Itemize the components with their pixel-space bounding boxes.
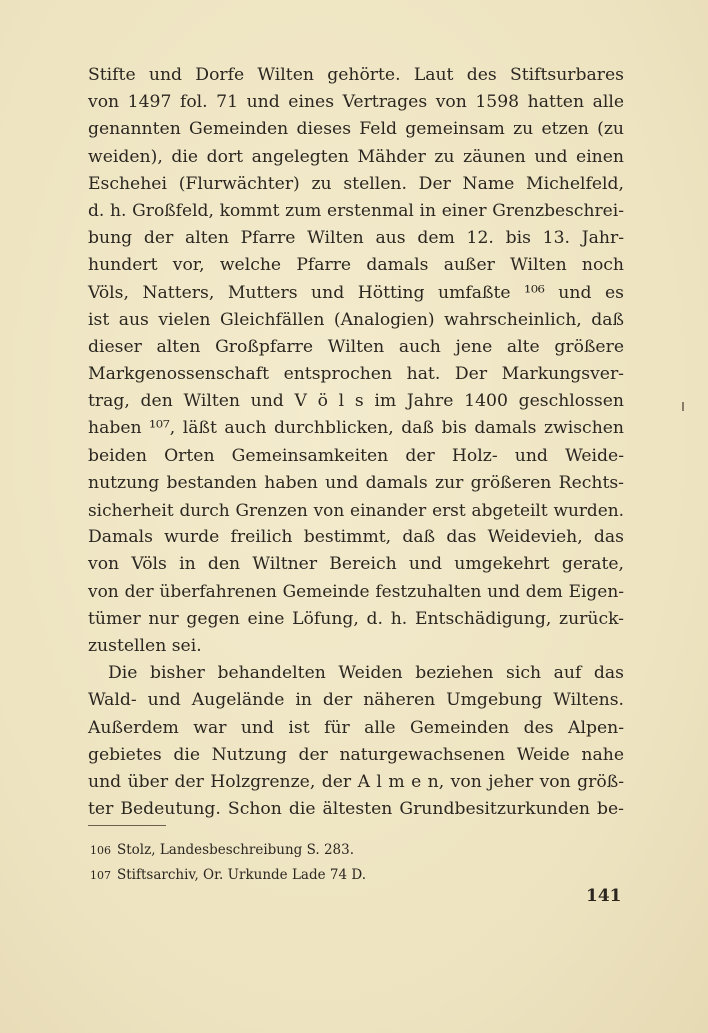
text-line: dieser alten Großpfarre Wilten auch jene alte größere (88, 336, 624, 357)
text-line: d. h. Großfeld, kommt zum erstenmal in einer Grenzbeschrei- (88, 200, 624, 221)
footnote (90, 863, 610, 888)
text-line: hundert vor, welche Pfarre damals außer Wilten noch (88, 255, 624, 276)
text-line: Stifte und Dorfe Wilten gehörte. Laut des Stiftsurbares (88, 65, 624, 85)
text-line: und über der Holzgrenze, der A l m e n, von jeher von größ- (88, 771, 624, 792)
text-line: nutzung bestanden haben und damals zur größeren Rechts- (88, 472, 624, 493)
footnote-number: 107 (90, 869, 111, 882)
footnotes (90, 838, 610, 888)
text-line: Außerdem war und ist für alle Gemeinden des Alpen- (88, 717, 624, 738)
text-line: Wald- und Augelände in der näheren Umgebung Wiltens. (88, 690, 624, 711)
text-line: haben ¹⁰⁷, läßt auch durchblicken, daß bis damals zwischen (88, 418, 624, 439)
footnote-text: Stolz, Landesbeschreibung S. 283. (117, 842, 355, 858)
text-line: ist aus vielen Gleichfällen (Analogien) wahrscheinlich, daß (88, 309, 624, 330)
text-line: weiden), die dort angelegten Mähder zu zäunen und einen (88, 146, 624, 167)
footnote-text: Stiftsarchiv, Or. Urkunde Lade 74 D. (117, 867, 367, 883)
text-line: beiden Orten Gemeinsamkeiten der Holz- und Weide- (88, 445, 624, 466)
body-text (88, 62, 624, 823)
text-line: Völs, Natters, Mutters und Hötting umfaßte ¹⁰⁶ und es (88, 282, 624, 303)
text-line: Eschehei (Flurwächter) zu stellen. Der Name Michelfeld, (88, 173, 624, 194)
text-line: sicherheit durch Grenzen von einander erst abgeteilt wurden. (88, 500, 624, 520)
text-line: gebietes die Nutzung der naturgewachsenen Weide nahe (88, 744, 624, 765)
text-line: ter Bedeutung. Schon die ältesten Grundbesitzurkunden be- (88, 799, 624, 820)
text-line: genannten Gemeinden dieses Feld gemeinsam zu etzen (zu (88, 119, 624, 140)
text-line: zustellen sei. (88, 635, 202, 656)
footnote-divider (88, 825, 166, 826)
margin-mark (682, 402, 684, 411)
footnote (90, 838, 610, 863)
text-line: von Völs in den Wiltner Bereich und umgekehrt gerate, (88, 554, 624, 575)
text-line: trag, den Wilten und V ö l s im Jahre 1400 geschlossen (88, 391, 624, 412)
text-line: von der überfahrenen Gemeinde festzuhalten und dem Eigen- (88, 581, 624, 602)
text-line: Markgenossenschaft entsprochen hat. Der Markungsver- (88, 364, 624, 385)
text-line: von 1497 fol. 71 und eines Vertrages von 1598 hatten alle (88, 92, 624, 113)
footnote-number: 106 (90, 844, 111, 857)
text-line: Damals wurde freilich bestimmt, daß das Weidevieh, das (88, 527, 624, 548)
text-line: bung der alten Pfarre Wilten aus dem 12. bis 13. Jahr- (88, 228, 624, 249)
page-number: 141 (586, 886, 622, 906)
text-line: tümer nur gegen eine Löfung, d. h. Entschädigung, zurück- (88, 608, 624, 629)
text-line: Die bisher behandelten Weiden beziehen sich auf das (108, 663, 624, 684)
